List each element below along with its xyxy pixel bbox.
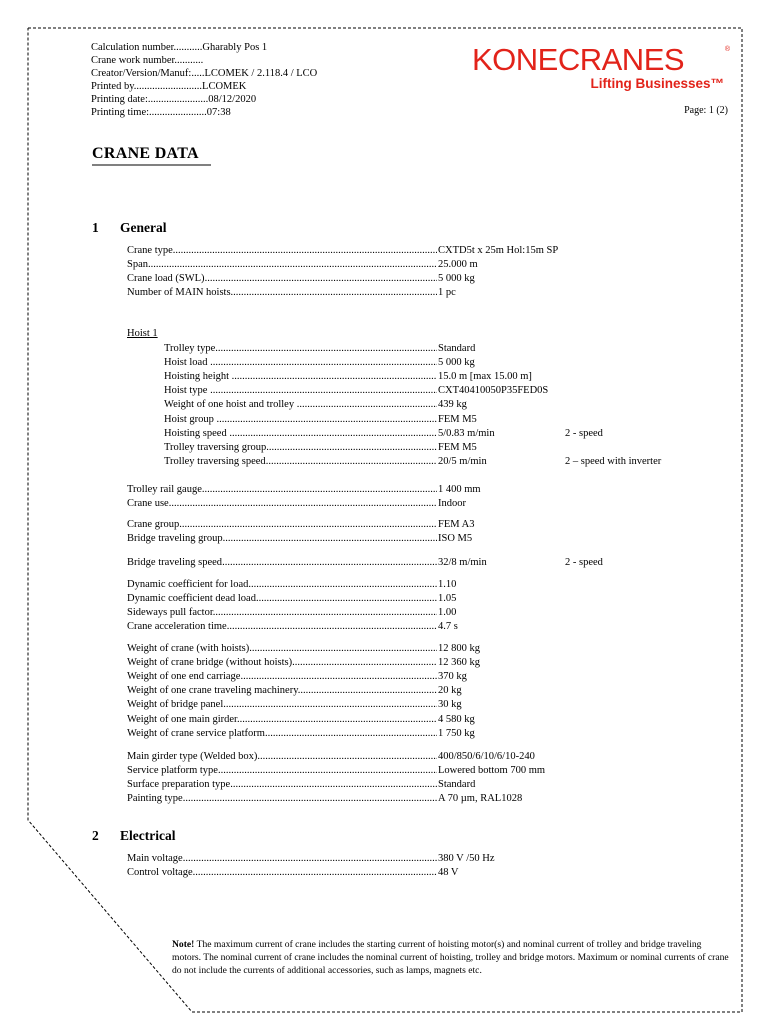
note-lead: Note!	[172, 939, 195, 950]
logo-registered-mark: ®	[724, 46, 730, 53]
row-value: 1 750 kg	[438, 727, 475, 739]
row-value: 15.0 m [max 15.00 m]	[438, 371, 532, 383]
row-value: FEM M5	[438, 441, 477, 453]
row-value: 370 kg	[438, 671, 467, 683]
row-label: Trolley traversing group .....	[164, 441, 437, 455]
current-note	[172, 938, 732, 977]
row-value: ISO M5	[438, 533, 473, 545]
page-number: Page: 1 (2)	[684, 105, 728, 116]
header-row: Creator/Version/Manuf:.....LCOMEK / 2.118.4 / LCO	[91, 68, 318, 79]
row-label: Sideways pull factor .....	[127, 606, 437, 620]
row-label: Trolley rail gauge .....	[127, 483, 437, 497]
row-value: 1.10	[438, 579, 457, 590]
note-text: The maximum current of crane includes the starting current of hoisting motor(s) and nominal current of trolley and bridge traveling motors. The nominal current of crane includes the nominal current of hoisting, trolley and bridge motors. Maximum or nominal currents of crane do not include the currents of additional accessories, such as lamps, magnets etc.	[172, 939, 729, 976]
konecranes-logo	[472, 44, 728, 91]
row-value: 1.05	[438, 593, 457, 605]
row-value: 1.00	[438, 607, 457, 619]
row-value: 4 580 kg	[438, 713, 475, 725]
calculation-header	[91, 41, 317, 119]
row-label: Main voltage .....	[127, 852, 437, 866]
page-title: CRANE DATA	[92, 145, 199, 162]
logo-brand: KONECRANES	[472, 42, 685, 77]
row-label: Crane load (SWL) .....	[127, 272, 437, 286]
logo-tagline: Lifting Businesses™	[590, 76, 724, 91]
row-value: 12 800 kg	[438, 643, 480, 654]
row-label: Bridge traveling group .....	[127, 532, 437, 546]
row-label: Weight of bridge panel .....	[127, 698, 437, 712]
row-value: FEM A3	[438, 519, 475, 530]
row-label: Control voltage .....	[127, 866, 437, 880]
row-label: Hoist group .....	[164, 413, 437, 427]
row-label: Crane acceleration time .....	[127, 620, 437, 634]
row-label: Span .....	[127, 258, 437, 272]
row-value: 32/8 m/min	[438, 557, 487, 568]
row-note: 2 – speed with inverter	[565, 455, 662, 467]
row-note: 2 - speed	[565, 427, 603, 439]
row-value: 20/5 m/min	[438, 455, 487, 467]
row-value: CXT40410050P35FED0S	[438, 385, 549, 397]
row-value: 1 400 mm	[438, 484, 481, 495]
row-value: 5/0.83 m/min	[438, 427, 495, 439]
row-value: 400/850/6/10/6/10-240	[438, 751, 535, 762]
row-label: Crane use .....	[127, 497, 437, 511]
row-label: Hoist load .....	[164, 356, 437, 370]
row-value: 439 kg	[438, 399, 467, 411]
header-row: Crane work number...........	[91, 55, 204, 66]
row-label: Weight of crane bridge (without hoists) .....	[127, 656, 437, 670]
row-label: Dynamic coefficient for load .....	[127, 578, 437, 592]
header-row: Printing time:......................07:38	[91, 107, 231, 118]
row-label: Weight of crane service platform .....	[127, 727, 437, 741]
hoist-subheading: Hoist 1	[127, 328, 158, 339]
header-row: Calculation number...........Gharably Pos 1	[91, 42, 268, 53]
row-value: 5 000 kg	[438, 273, 475, 285]
row-label: Weight of one hoist and trolley .....	[164, 398, 437, 412]
row-value: 380 V /50 Hz	[438, 853, 495, 864]
section-heading-electrical: 2 Electrical	[92, 828, 176, 843]
header-row: Printed by..........................LCOMEK	[91, 81, 247, 92]
row-value: 1 pc	[438, 287, 456, 299]
header-row: Printing date:.......................08/12/2020	[91, 94, 257, 105]
row-label: Weight of one main girder .....	[127, 713, 437, 727]
row-value: 30 kg	[438, 699, 462, 711]
row-label: Hoist type .....	[164, 384, 437, 398]
row-label: Trolley type .....	[164, 342, 437, 356]
row-label: Surface preparation type .....	[127, 778, 437, 792]
row-value: Standard	[438, 779, 476, 791]
row-value: FEM M5	[438, 413, 477, 425]
row-label: Crane group .....	[127, 518, 437, 532]
row-label: Bridge traveling speed .....	[127, 556, 437, 570]
row-value: A 70 µm, RAL1028	[438, 793, 523, 805]
row-value: 48 V	[438, 867, 459, 879]
row-label: Service platform type .....	[127, 764, 437, 778]
row-value: 20 kg	[438, 685, 462, 697]
row-label: Painting type .....	[127, 792, 437, 806]
row-label: Weight of one end carriage .....	[127, 670, 437, 684]
row-value: 12 360 kg	[438, 657, 480, 669]
row-value: Lowered bottom 700 mm	[438, 765, 546, 777]
row-value: 4.7 s	[438, 621, 458, 633]
row-value: Standard	[438, 343, 476, 354]
row-label: Dynamic coefficient dead load .....	[127, 592, 437, 606]
row-value: Indoor	[438, 498, 466, 510]
row-label: Main girder type (Welded box) .....	[127, 750, 437, 764]
row-value: CXTD5t x 25m Hol:15m SP	[438, 245, 559, 256]
row-value: 25.000 m	[438, 259, 478, 271]
row-label: Trolley traversing speed .....	[164, 455, 437, 469]
row-label: Number of MAIN hoists .....	[127, 286, 437, 300]
section-heading-general: 1 General	[92, 220, 167, 235]
row-label: Hoisting height .....	[164, 370, 437, 384]
row-note: 2 - speed	[565, 557, 603, 568]
row-label: Weight of one crane traveling machinery .....	[127, 684, 437, 698]
row-label: Weight of crane (with hoists) .....	[127, 642, 437, 656]
row-label: Hoisting speed .....	[164, 427, 437, 441]
row-value: 5 000 kg	[438, 357, 475, 369]
row-label: Crane type .....	[127, 244, 437, 258]
